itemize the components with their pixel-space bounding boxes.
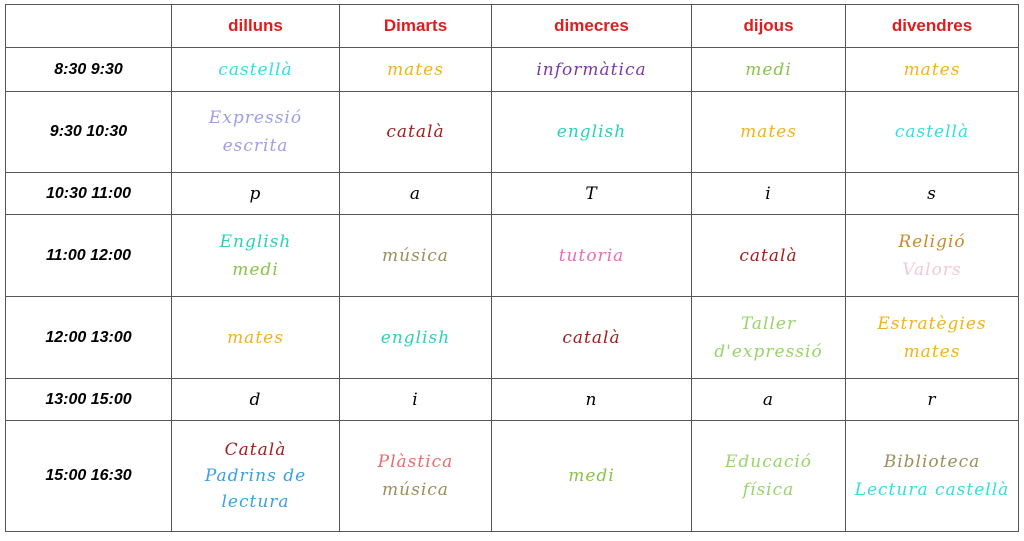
- subject-text: Educació: [724, 452, 813, 472]
- subject-text: català: [562, 327, 621, 348]
- subject-cell-tuesday: [340, 92, 492, 173]
- day-header-friday: divendres: [846, 5, 1019, 48]
- subject-text: medi: [745, 59, 792, 80]
- subject-cell-monday: [172, 421, 340, 532]
- subject-cell-thursday: [692, 379, 846, 421]
- subject-cell-friday: [846, 379, 1019, 421]
- subject-cell-friday: [846, 92, 1019, 173]
- subject-text: mates: [903, 341, 961, 362]
- subject-cell-friday: [846, 173, 1019, 215]
- subject-text: i: [765, 183, 772, 204]
- subject-cell-friday: [846, 297, 1019, 379]
- subject-cell-monday: [172, 173, 340, 215]
- subject-text: medi: [568, 466, 615, 486]
- time-slot-label: 11:00 12:00: [6, 215, 172, 297]
- subject-text: català: [386, 122, 445, 142]
- subject-text: English: [219, 231, 292, 252]
- subject-text: Taller: [740, 313, 797, 334]
- subject-text: mates: [387, 59, 444, 80]
- schedule-row: [6, 297, 1019, 379]
- subject-cell-wednesday: [492, 92, 692, 173]
- subject-text: música: [382, 480, 449, 500]
- subject-text: medi: [232, 259, 279, 280]
- day-header-monday: dilluns: [172, 5, 340, 48]
- subject-cell-monday: [172, 48, 340, 92]
- subject-cell-friday: [846, 421, 1019, 532]
- subject-text: english: [380, 327, 451, 348]
- subject-text: Religió: [898, 231, 966, 252]
- subject-cell-thursday: [692, 215, 846, 297]
- subject-text: T: [585, 183, 598, 204]
- subject-cell-friday: [846, 48, 1019, 92]
- time-slot-label: 8:30 9:30: [6, 48, 172, 92]
- time-slot-label: 15:00 16:30: [6, 421, 172, 532]
- subject-cell-monday: [172, 92, 340, 173]
- subject-text: mates: [227, 327, 284, 348]
- subject-text: a: [762, 389, 775, 410]
- subject-cell-thursday: [692, 92, 846, 173]
- subject-text: d'expressió: [714, 341, 823, 362]
- subject-cell-wednesday: [492, 379, 692, 421]
- corner-cell: [6, 5, 172, 48]
- subject-cell-tuesday: [340, 215, 492, 297]
- subject-text: castellà: [218, 59, 293, 80]
- schedule-row: [6, 48, 1019, 92]
- subject-cell-wednesday: [492, 173, 692, 215]
- subject-cell-wednesday: [492, 48, 692, 92]
- subject-text: Plàstica: [377, 452, 454, 472]
- subject-text: escrita: [222, 136, 289, 156]
- subject-text: i: [412, 389, 419, 410]
- subject-cell-tuesday: [340, 421, 492, 532]
- subject-text: Padrins de: [204, 466, 307, 486]
- subject-text: Estratègies: [877, 313, 987, 334]
- subject-cell-wednesday: [492, 297, 692, 379]
- subject-text: s: [927, 183, 937, 204]
- time-slot-label: 12:00 13:00: [6, 297, 172, 379]
- subject-text: p: [249, 183, 262, 204]
- subject-text: física: [742, 480, 795, 500]
- subject-text: english: [556, 122, 627, 142]
- subject-text: Lectura castellà: [854, 480, 1010, 500]
- subject-text: música: [382, 245, 449, 266]
- subject-text: Valors: [902, 259, 962, 280]
- subject-cell-thursday: [692, 48, 846, 92]
- time-slot-label: 13:00 15:00: [6, 379, 172, 421]
- schedule-row: [6, 215, 1019, 297]
- day-header-thursday: dijous: [692, 5, 846, 48]
- subject-cell-monday: [172, 215, 340, 297]
- schedule-row: [6, 421, 1019, 532]
- subject-cell-thursday: [692, 297, 846, 379]
- subject-text: d: [249, 389, 262, 410]
- subject-cell-monday: [172, 297, 340, 379]
- schedule-row: [6, 173, 1019, 215]
- day-header-tuesday: Dimarts: [340, 5, 492, 48]
- subject-text: català: [739, 245, 798, 266]
- schedule-row: [6, 379, 1019, 421]
- subject-text: Biblioteca: [883, 452, 981, 472]
- subject-text: mates: [903, 59, 961, 80]
- subject-cell-friday: [846, 215, 1019, 297]
- subject-text: informàtica: [536, 59, 647, 80]
- subject-cell-wednesday: [492, 421, 692, 532]
- subject-text: Expressió: [208, 108, 303, 128]
- day-header-wednesday: dimecres: [492, 5, 692, 48]
- subject-text: r: [927, 389, 937, 410]
- subject-cell-tuesday: [340, 379, 492, 421]
- subject-text: tutoria: [558, 245, 625, 266]
- subject-cell-tuesday: [340, 297, 492, 379]
- subject-text: n: [585, 389, 598, 410]
- subject-text: lectura: [221, 492, 290, 512]
- subject-cell-thursday: [692, 421, 846, 532]
- subject-text: Català: [224, 440, 287, 460]
- weekly-timetable: [5, 4, 1019, 532]
- header-row: [6, 5, 1019, 48]
- subject-cell-monday: [172, 379, 340, 421]
- subject-text: castellà: [894, 122, 970, 142]
- subject-cell-tuesday: [340, 173, 492, 215]
- schedule-row: [6, 92, 1019, 173]
- subject-text: mates: [740, 122, 797, 142]
- subject-cell-thursday: [692, 173, 846, 215]
- subject-cell-tuesday: [340, 48, 492, 92]
- subject-text: a: [409, 183, 422, 204]
- subject-cell-wednesday: [492, 215, 692, 297]
- time-slot-label: 9:30 10:30: [6, 92, 172, 173]
- time-slot-label: 10:30 11:00: [6, 173, 172, 215]
